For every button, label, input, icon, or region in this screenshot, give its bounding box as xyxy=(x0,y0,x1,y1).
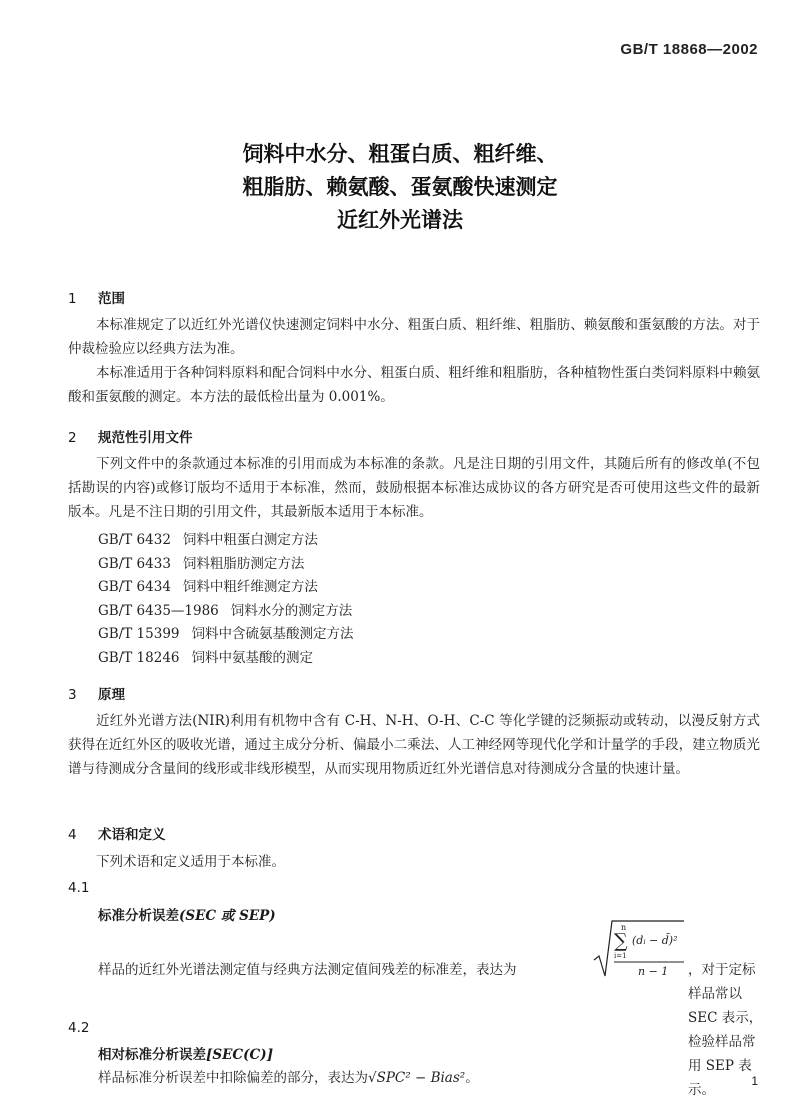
reference-code: GB/T 6434 xyxy=(98,579,171,595)
term-name: 标准分析误差 xyxy=(98,908,179,924)
normative-references-list xyxy=(98,529,354,670)
definition-end: 。 xyxy=(465,1070,479,1086)
reference-item xyxy=(98,553,354,577)
summation-symbol: ∑ xyxy=(614,930,628,952)
standard-number: GB/T 18868—2002 xyxy=(620,41,758,58)
reference-code: GB/T 6433 xyxy=(98,555,171,572)
reference-title: 饲料中粗纤维测定方法 xyxy=(182,579,318,595)
section-number: 1 xyxy=(68,291,77,307)
term-4-1-definition-end: ，对于定标样品常以 SEC 表示，检验样品常用 SEP 表示。 xyxy=(688,962,763,1098)
clause-4-1-number: 4.1 xyxy=(68,880,90,896)
section-1-paragraph-1: 本标准规定了以近红外光谱仪快速测定饲料中水分、粗蛋白质、粗纤维、粗脂肪、赖氨酸和蛋氨酸的方法。对于仲裁检验应以经典方法为准。 xyxy=(68,317,760,357)
section-title: 规范性引用文件 xyxy=(98,430,193,446)
document-title xyxy=(0,138,800,237)
formula-denominator: n − 1 xyxy=(638,965,669,978)
reference-title: 饲料中含硫氨基酸测定方法 xyxy=(191,626,354,642)
section-number: 3 xyxy=(68,687,77,703)
page-number: 1 xyxy=(751,1074,758,1088)
reference-item xyxy=(98,576,354,600)
definition-text: 样品标准分析误差中扣除偏差的部分，表达为 xyxy=(98,1070,368,1086)
reference-item xyxy=(98,623,354,647)
sum-lower-limit: i=1 xyxy=(614,952,627,960)
reference-title: 饲料中氨基酸的测定 xyxy=(191,649,313,666)
reference-title: 饲料水分的测定方法 xyxy=(230,602,353,619)
section-title: 范围 xyxy=(98,291,125,307)
section-title: 术语和定义 xyxy=(98,827,166,843)
section-title: 原理 xyxy=(98,687,125,703)
reference-title: 饲料中粗蛋白测定方法 xyxy=(182,532,318,548)
term-abbreviation: (SEC 或 SEP) xyxy=(179,908,276,924)
section-3-heading xyxy=(68,683,125,703)
title-line-1: 饲料中水分、粗蛋白质、粗纤维、 xyxy=(242,142,558,166)
reference-item xyxy=(98,600,354,624)
term-4-2 xyxy=(98,1043,273,1063)
formula-numerator: (dᵢ − d̄)² xyxy=(632,934,678,947)
term-name: 相对标准分析误差 xyxy=(98,1047,206,1063)
sum-upper-limit: n xyxy=(621,923,627,932)
section-1-heading xyxy=(68,287,125,307)
inline-formula: √SPC² − Bias² xyxy=(368,1070,466,1086)
title-line-3: 近红外光谱法 xyxy=(337,208,463,232)
section-2-heading xyxy=(68,426,193,446)
reference-item xyxy=(98,647,354,671)
term-4-1 xyxy=(98,904,276,924)
section-3-paragraph-1: 近红外光谱方法(NIR)利用有机物中含有 C-H、N-H、O-H、C-C 等化学键的泛频振动或转动，以漫反射方式获得在近红外区的吸收光谱，通过主成分分析、偏最小二乘法、人工神经网等现代化学和计量学的手段，建立物质光谱与待测成分含量间的线形或非线形模型，从而实现用物质近红外光谱信息对待测成分含量的快速计量。 xyxy=(68,713,760,777)
term-4-2-definition xyxy=(98,1066,738,1090)
reference-code: GB/T 18246 xyxy=(98,649,180,666)
reference-code: GB/T 6435—1986 xyxy=(98,602,219,619)
term-4-1-definition-start: 样品的近红外光谱法测定值与经典方法测定值间残差的标准差，表达为 xyxy=(98,962,517,978)
section-4-paragraph-1: 下列术语和定义适用于本标准。 xyxy=(96,854,285,870)
reference-code: GB/T 15399 xyxy=(98,626,180,642)
sec-formula xyxy=(592,918,686,980)
section-number: 2 xyxy=(68,430,77,446)
reference-item xyxy=(98,529,354,553)
term-abbreviation: [SEC(C)] xyxy=(206,1047,274,1063)
reference-code: GB/T 6432 xyxy=(98,532,171,548)
title-line-2: 粗脂肪、赖氨酸、蛋氨酸快速测定 xyxy=(242,175,558,199)
section-number: 4 xyxy=(68,827,77,843)
section-2-paragraph-1: 下列文件中的条款通过本标准的引用而成为本标准的条款。凡是注日期的引用文件，其随后所有的修改单(不包括勘误的内容)或修订版均不适用于本标准，然而，鼓励根据本标准达成协议的各方研究是否可使用这些文件的最新版本。凡是不注日期的引用文件，其最新版本适用于本标准。 xyxy=(68,456,760,520)
section-1-paragraph-2: 本标准适用于各种饲料原料和配合饲料中水分、粗蛋白质、粗纤维和粗脂肪，各种植物性蛋白类饲料原料中赖氨酸和蛋氨酸的测定。本方法的最低检出量为 0.001%。 xyxy=(68,365,760,405)
section-4-heading xyxy=(68,823,166,843)
clause-4-2-number: 4.2 xyxy=(68,1020,90,1036)
reference-title: 饲料粗脂肪测定方法 xyxy=(182,555,305,572)
